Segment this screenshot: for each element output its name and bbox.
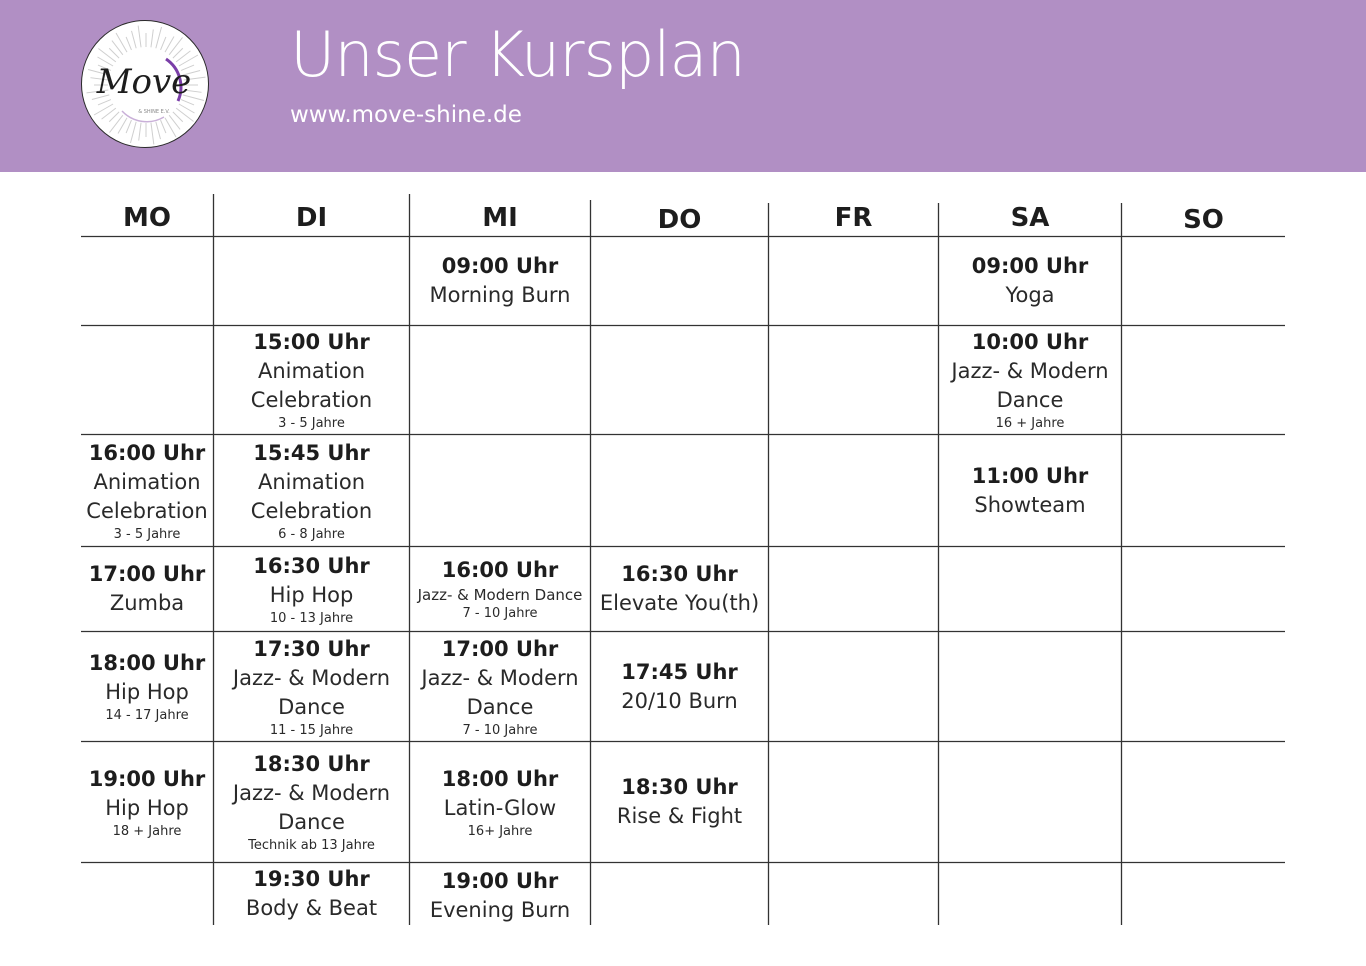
class-age: 6 - 8 Jahre [278,526,345,542]
day-header-mo: MO [123,203,171,233]
class-name: Animation Celebration [86,469,208,523]
class-name: Jazz- & Modern Dance [232,665,391,719]
website-url: www.move-shine.de [290,102,522,128]
day-header-do: DO [657,205,702,235]
class-cell [939,435,1121,546]
class-name: Hip Hop [105,680,189,704]
class-age: 10 - 13 Jahre [269,610,354,626]
class-name: Rise & Fight [616,804,743,828]
class-name: Showteam [974,492,1086,517]
class-name: Animation Celebration [250,469,373,523]
class-name: Yoga [1005,283,1055,307]
day-header-fr: FR [834,203,873,233]
class-age: 7 - 10 Jahre [462,722,538,738]
svg-text:Move: Move [96,62,192,102]
day-header-di: DI [295,203,328,233]
class-time: 15:45 Uhr [253,440,370,465]
class-age: 3 - 5 Jahre [278,416,345,431]
class-name: 20/10 Burn [621,688,738,713]
class-cell [214,863,409,925]
class-name: Hip Hop [105,795,189,820]
class-cell [214,632,409,741]
class-name: Zumba [109,591,185,615]
class-time: 19:00 Uhr [441,869,559,893]
class-time: 15:00 Uhr [253,330,370,354]
class-age: 16+ Jahre [467,823,533,839]
class-time: 17:45 Uhr [621,659,738,684]
class-time: 16:30 Uhr [253,553,370,578]
class-cell [81,435,213,546]
class-name: Jazz- & Modern Dance [421,665,579,719]
class-cell [81,742,213,862]
class-age: 3 - 5 Jahre [113,526,181,542]
class-cell [591,632,768,741]
class-cell [410,237,590,325]
class-age: Technik ab 13 Jahre [248,838,375,853]
class-cell [214,326,409,434]
class-time: 11:00 Uhr [971,463,1089,488]
class-cell [214,547,409,631]
class-time: 16:00 Uhr [441,558,559,582]
class-time: 17:30 Uhr [253,636,370,661]
class-name: Evening Burn [429,898,571,922]
class-cell [939,326,1121,434]
day-header-sa: SA [1010,203,1050,233]
class-name: Hip Hop [269,582,354,607]
class-name: Jazz- & Modern Dance [232,781,391,834]
class-name: Jazz- & Modern Dance [417,586,583,604]
day-header-so: SO [1183,205,1224,235]
class-time: 16:30 Uhr [621,562,738,586]
class-age: 18 + Jahre [112,823,182,839]
class-cell [214,435,409,546]
class-time: 18:00 Uhr [88,651,206,675]
class-time: 19:00 Uhr [88,766,206,791]
class-name: Morning Burn [429,283,571,307]
class-time: 10:00 Uhr [971,330,1089,354]
class-cell [81,547,213,631]
class-name: Latin-Glow [443,795,557,820]
class-age: 11 - 15 Jahre [269,722,354,738]
class-time: 18:30 Uhr [253,752,370,776]
class-time: 17:00 Uhr [88,562,206,586]
class-cell [81,632,213,741]
class-name: Elevate You(th) [599,591,760,615]
page-title: Unser Kursplan [290,18,745,91]
class-cell [591,742,768,862]
class-time: 17:00 Uhr [441,636,559,661]
class-name: Jazz- & Modern Dance [951,359,1109,412]
class-cell [410,863,590,929]
class-time: 18:30 Uhr [621,775,738,799]
class-time: 16:00 Uhr [88,440,206,465]
class-age: 7 - 10 Jahre [462,606,538,621]
class-cell [939,237,1121,325]
class-time: 18:00 Uhr [441,766,559,791]
class-cell [591,547,768,631]
svg-text:& SHINE E.V.: & SHINE E.V. [138,109,170,115]
class-time: 09:00 Uhr [441,254,559,278]
day-header-mi: MI [482,203,518,233]
class-name: Animation Celebration [250,359,373,412]
class-name: Body & Beat [245,896,378,920]
class-age: 16 + Jahre [995,416,1065,431]
class-time: 09:00 Uhr [971,254,1089,278]
class-time: 19:30 Uhr [253,867,370,891]
class-cell [214,742,409,862]
class-cell [410,742,590,862]
class-cell [410,632,590,741]
class-age: 14 - 17 Jahre [105,708,189,723]
class-cell [410,547,590,631]
